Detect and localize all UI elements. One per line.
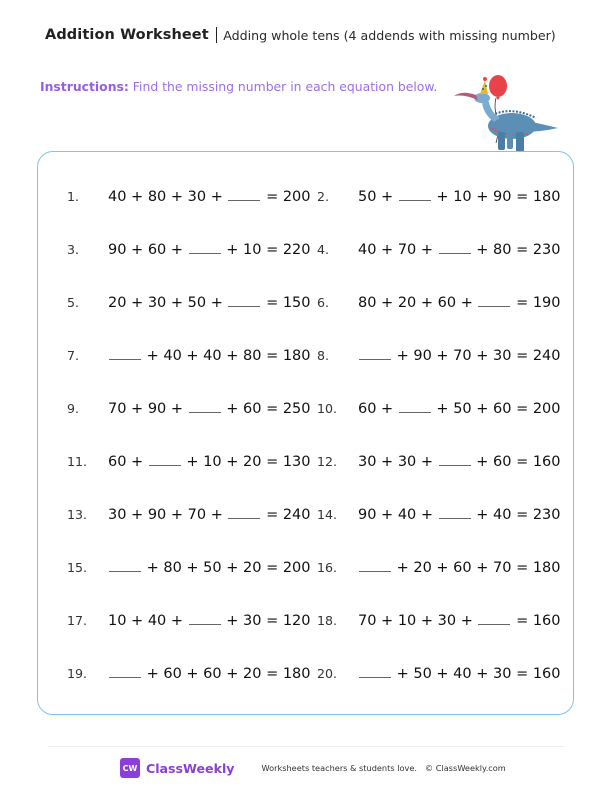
equation-before-blank: 60 + — [358, 401, 398, 417]
equation — [108, 665, 311, 682]
answer-blank[interactable] — [189, 241, 221, 254]
problem-18 — [317, 612, 561, 629]
problem-14 — [317, 506, 561, 523]
equation-before-blank: 30 + 90 + 70 + — [108, 507, 228, 523]
equation-before-blank: 80 + 20 + 60 + — [358, 295, 478, 311]
problem-17 — [67, 612, 311, 629]
equation-after-blank: + 20 + 60 + 70 = 180 — [392, 560, 561, 576]
worksheet-title: Addition Worksheet — [45, 27, 209, 43]
equation-before-blank: 70 + 90 + — [108, 401, 188, 417]
equation-after-blank: + 60 = 160 — [471, 454, 561, 470]
problem-6 — [317, 294, 561, 311]
equation — [358, 188, 561, 205]
equation-after-blank: + 10 + 20 = 130 — [181, 454, 311, 470]
equation-after-blank: = 200 — [261, 189, 311, 205]
problem-11 — [67, 453, 311, 470]
equation — [108, 294, 311, 311]
equation-before-blank: 90 + 60 + — [108, 242, 188, 258]
problems-box — [37, 151, 574, 715]
equation-after-blank: + 30 = 120 — [221, 613, 311, 629]
equation — [358, 453, 561, 470]
answer-blank[interactable] — [439, 506, 471, 519]
equation — [108, 612, 311, 629]
equation-after-blank: + 50 + 60 = 200 — [431, 401, 561, 417]
equation-after-blank: + 60 + 60 + 20 = 180 — [142, 666, 311, 682]
answer-blank[interactable] — [439, 241, 471, 254]
answer-blank[interactable] — [359, 347, 391, 360]
problem-number: 10. — [317, 401, 338, 416]
equation — [358, 612, 561, 629]
footer-copyright: © ClassWeekly.com — [424, 763, 506, 773]
problem-5 — [67, 294, 311, 311]
equation — [108, 453, 311, 470]
answer-blank[interactable] — [399, 188, 431, 201]
equation — [358, 506, 561, 523]
problem-4 — [317, 241, 561, 258]
equation-after-blank: = 240 — [261, 507, 311, 523]
instructions-text: Find the missing number in each equation below. — [132, 79, 438, 94]
equation-after-blank: + 10 = 220 — [221, 242, 311, 258]
problem-number: 12. — [317, 454, 338, 469]
problem-number: 3. — [67, 242, 80, 257]
equation — [358, 559, 561, 576]
equation-after-blank: + 80 = 230 — [471, 242, 561, 258]
problem-20 — [317, 665, 561, 682]
answer-blank[interactable] — [109, 559, 141, 572]
footer-divider — [48, 746, 564, 747]
footer — [120, 758, 506, 778]
problem-number: 17. — [67, 613, 88, 628]
answer-blank[interactable] — [189, 612, 221, 625]
problem-16 — [317, 559, 561, 576]
problem-number: 20. — [317, 666, 338, 681]
equation-before-blank: 70 + 10 + 30 + — [358, 613, 478, 629]
equation — [358, 400, 561, 417]
answer-blank[interactable] — [359, 665, 391, 678]
equation-after-blank: + 50 + 40 + 30 = 160 — [392, 666, 561, 682]
problem-number: 8. — [317, 348, 330, 363]
equation — [108, 506, 311, 523]
footer-tagline: Worksheets teachers & students love. — [261, 763, 417, 773]
problem-number: 6. — [317, 295, 330, 310]
problem-number: 9. — [67, 401, 80, 416]
problem-12 — [317, 453, 561, 470]
equation — [358, 347, 561, 364]
worksheet-header — [45, 27, 556, 43]
problem-number: 1. — [67, 189, 80, 204]
problem-7 — [67, 347, 311, 364]
equation-after-blank: + 60 = 250 — [221, 401, 311, 417]
problem-10 — [317, 400, 561, 417]
answer-blank[interactable] — [478, 612, 510, 625]
problem-number: 15. — [67, 560, 88, 575]
problem-number: 7. — [67, 348, 80, 363]
problem-number: 11. — [67, 454, 88, 469]
problem-number: 2. — [317, 189, 330, 204]
problem-3 — [67, 241, 311, 258]
equation — [108, 347, 311, 364]
equation-before-blank: 20 + 30 + 50 + — [108, 295, 228, 311]
dinosaur-mascot-icon — [452, 68, 562, 158]
instructions — [40, 79, 437, 94]
equation-before-blank: 90 + 40 + — [358, 507, 438, 523]
problem-number: 14. — [317, 507, 338, 522]
problem-number: 19. — [67, 666, 88, 681]
equation-before-blank: 40 + 70 + — [358, 242, 438, 258]
answer-blank[interactable] — [228, 294, 260, 307]
equation-after-blank: = 150 — [261, 295, 311, 311]
problem-number: 18. — [317, 613, 338, 628]
brand-name: ClassWeekly — [146, 760, 235, 776]
answer-blank[interactable] — [399, 400, 431, 413]
equation — [108, 188, 311, 205]
problem-number: 5. — [67, 295, 80, 310]
answer-blank[interactable] — [109, 665, 141, 678]
answer-blank[interactable] — [439, 453, 471, 466]
equation — [108, 559, 311, 576]
equation — [358, 294, 561, 311]
equation-before-blank: 50 + — [358, 189, 398, 205]
equation-before-blank: 40 + 80 + 30 + — [108, 189, 228, 205]
equation-after-blank: + 40 + 40 + 80 = 180 — [142, 348, 311, 364]
equation — [358, 665, 561, 682]
problem-9 — [67, 400, 311, 417]
title-divider — [216, 27, 218, 43]
problem-19 — [67, 665, 311, 682]
equation-after-blank: + 80 + 50 + 20 = 200 — [142, 560, 311, 576]
answer-blank[interactable] — [228, 506, 260, 519]
problem-number: 4. — [317, 242, 330, 257]
equation-after-blank: + 40 = 230 — [471, 507, 561, 523]
equation-before-blank: 10 + 40 + — [108, 613, 188, 629]
equation — [108, 241, 311, 258]
problem-1 — [67, 188, 311, 205]
answer-blank[interactable] — [109, 347, 141, 360]
equation-after-blank: + 90 + 70 + 30 = 240 — [392, 348, 561, 364]
answer-blank[interactable] — [189, 400, 221, 413]
instructions-label: Instructions: — [40, 79, 129, 94]
classweekly-logo-icon: CW — [120, 758, 140, 778]
equation-before-blank: 30 + 30 + — [358, 454, 438, 470]
problem-13 — [67, 506, 311, 523]
problem-number: 13. — [67, 507, 88, 522]
equation-after-blank: + 10 + 90 = 180 — [431, 189, 561, 205]
problem-number: 16. — [317, 560, 338, 575]
answer-blank[interactable] — [149, 453, 181, 466]
worksheet-subtitle: Adding whole tens (4 addends with missing number) — [223, 27, 556, 43]
answer-blank[interactable] — [478, 294, 510, 307]
problem-15 — [67, 559, 311, 576]
problem-8 — [317, 347, 561, 364]
answer-blank[interactable] — [228, 188, 260, 201]
equation — [358, 241, 561, 258]
equation-after-blank: = 190 — [511, 295, 561, 311]
equation-before-blank: 60 + — [108, 454, 148, 470]
problem-2 — [317, 188, 561, 205]
answer-blank[interactable] — [359, 559, 391, 572]
equation-after-blank: = 160 — [511, 613, 561, 629]
equation — [108, 400, 311, 417]
